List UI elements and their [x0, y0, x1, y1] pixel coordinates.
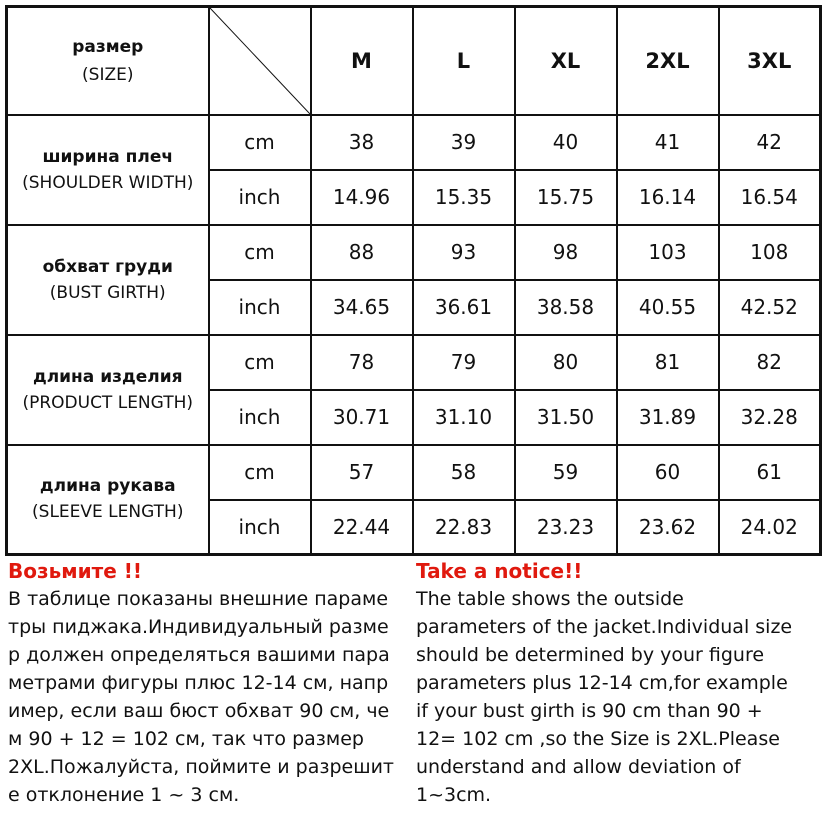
row-shoulder-width-cm: [7, 115, 821, 170]
unit-inch: inch: [209, 390, 311, 445]
value-cell: 16.54: [719, 170, 821, 225]
diagonal-corner-cell: [209, 7, 311, 115]
value-cell: 93: [413, 225, 515, 280]
value-cell: 80: [515, 335, 617, 390]
size-label-ru: размер: [72, 36, 144, 57]
notice-ru-line: имер, если ваш бюст обхват 90 см, че: [8, 700, 390, 722]
size-header-row: [7, 7, 821, 115]
row-label-en: (SLEEVE LENGTH): [32, 502, 184, 523]
unit-cm: cm: [209, 225, 311, 280]
value-cell: 36.61: [413, 280, 515, 335]
value-cell: 16.14: [617, 170, 719, 225]
value-cell: 22.44: [311, 500, 413, 555]
notice-ru-line: В таблице показаны внешние параме: [8, 588, 389, 610]
notice-ru-line: тры пиджака.Индивидуальный разме: [8, 616, 389, 638]
row-label-product-length: [7, 335, 209, 445]
value-cell: 31.89: [617, 390, 719, 445]
row-label-ru: обхват груди: [42, 256, 173, 277]
notice-ru-line: м 90 + 12 = 102 см, так что размер: [8, 728, 364, 750]
value-cell: 41: [617, 115, 719, 170]
value-cell: 58: [413, 445, 515, 500]
row-bust-girth-cm: [7, 225, 821, 280]
value-cell: 39: [413, 115, 515, 170]
row-label-ru: длина рукава: [39, 476, 176, 497]
value-cell: 23.23: [515, 500, 617, 555]
unit-cm: cm: [209, 115, 311, 170]
value-cell: 42.52: [719, 280, 821, 335]
size-header-xl: XL: [515, 7, 617, 115]
notice-en: [416, 557, 816, 809]
unit-inch: inch: [209, 280, 311, 335]
size-header-2xl: 2XL: [617, 7, 719, 115]
notice-en-line: 12= 102 cm ,so the Size is 2XL.Please: [416, 728, 780, 750]
value-cell: 15.35: [413, 170, 515, 225]
notice-en-line: if your bust girth is 90 cm than 90 +: [416, 700, 763, 722]
value-cell: 57: [311, 445, 413, 500]
row-label-bust-girth: [7, 225, 209, 335]
row-label-en: (PRODUCT LENGTH): [22, 392, 194, 413]
value-cell: 61: [719, 445, 821, 500]
value-cell: 40: [515, 115, 617, 170]
unit-cm: cm: [209, 445, 311, 500]
notice-ru-line: р должен определяться вашими пара: [8, 644, 390, 666]
value-cell: 15.75: [515, 170, 617, 225]
value-cell: 23.62: [617, 500, 719, 555]
value-cell: 38.58: [515, 280, 617, 335]
value-cell: 108: [719, 225, 821, 280]
value-cell: 59: [515, 445, 617, 500]
value-cell: 34.65: [311, 280, 413, 335]
notice-en-line: understand and allow deviation of: [416, 756, 741, 778]
value-cell: 31.10: [413, 390, 515, 445]
notice-en-line: The table shows the outside: [416, 588, 684, 610]
notice-en-line: 1~3cm.: [416, 784, 492, 806]
row-label-en: (BUST GIRTH): [49, 282, 166, 303]
value-cell: 81: [617, 335, 719, 390]
value-cell: 78: [311, 335, 413, 390]
value-cell: 24.02: [719, 500, 821, 555]
notice-ru-line: 2XL.Пожалуйста, поймите и разрешит: [8, 756, 394, 778]
row-label-ru: ширина плеч: [42, 146, 174, 167]
notice-en-line: parameters plus 12-14 cm,for example: [416, 672, 788, 694]
value-cell: 98: [515, 225, 617, 280]
size-header-m: M: [311, 7, 413, 115]
value-cell: 38: [311, 115, 413, 170]
value-cell: 40.55: [617, 280, 719, 335]
notice-ru-heading: Возьмите !!: [8, 559, 142, 583]
value-cell: 22.83: [413, 500, 515, 555]
size-label-en: (SIZE): [82, 64, 134, 85]
notice-ru: [8, 557, 406, 809]
value-cell: 14.96: [311, 170, 413, 225]
row-label-sleeve-length: [7, 445, 209, 555]
row-label-en: (SHOULDER WIDTH): [22, 172, 194, 193]
notice-en-line: should be determined by your figure: [416, 644, 765, 666]
unit-inch: inch: [209, 170, 311, 225]
value-cell: 79: [413, 335, 515, 390]
size-header-3xl: 3XL: [719, 7, 821, 115]
size-chart-table: [5, 5, 822, 556]
notice-ru-line: е отклонение 1 ~ 3 см.: [8, 784, 240, 806]
value-cell: 60: [617, 445, 719, 500]
notice-ru-line: метрами фигуры плюс 12-14 см, напр: [8, 672, 389, 694]
value-cell: 103: [617, 225, 719, 280]
row-label-ru: длина изделия: [32, 366, 183, 387]
notice-en-line: parameters of the jacket.Individual size: [416, 616, 793, 638]
notice-en-heading: Take a notice!!: [416, 559, 583, 583]
unit-cm: cm: [209, 335, 311, 390]
row-product-length-cm: [7, 335, 821, 390]
diagonal-line: [210, 8, 310, 114]
value-cell: 31.50: [515, 390, 617, 445]
value-cell: 42: [719, 115, 821, 170]
size-header-l: L: [413, 7, 515, 115]
value-cell: 30.71: [311, 390, 413, 445]
unit-inch: inch: [209, 500, 311, 555]
row-label-shoulder-width: [7, 115, 209, 225]
value-cell: 32.28: [719, 390, 821, 445]
value-cell: 88: [311, 225, 413, 280]
value-cell: 82: [719, 335, 821, 390]
size-header-label: [7, 7, 209, 115]
row-sleeve-length-cm: [7, 445, 821, 500]
